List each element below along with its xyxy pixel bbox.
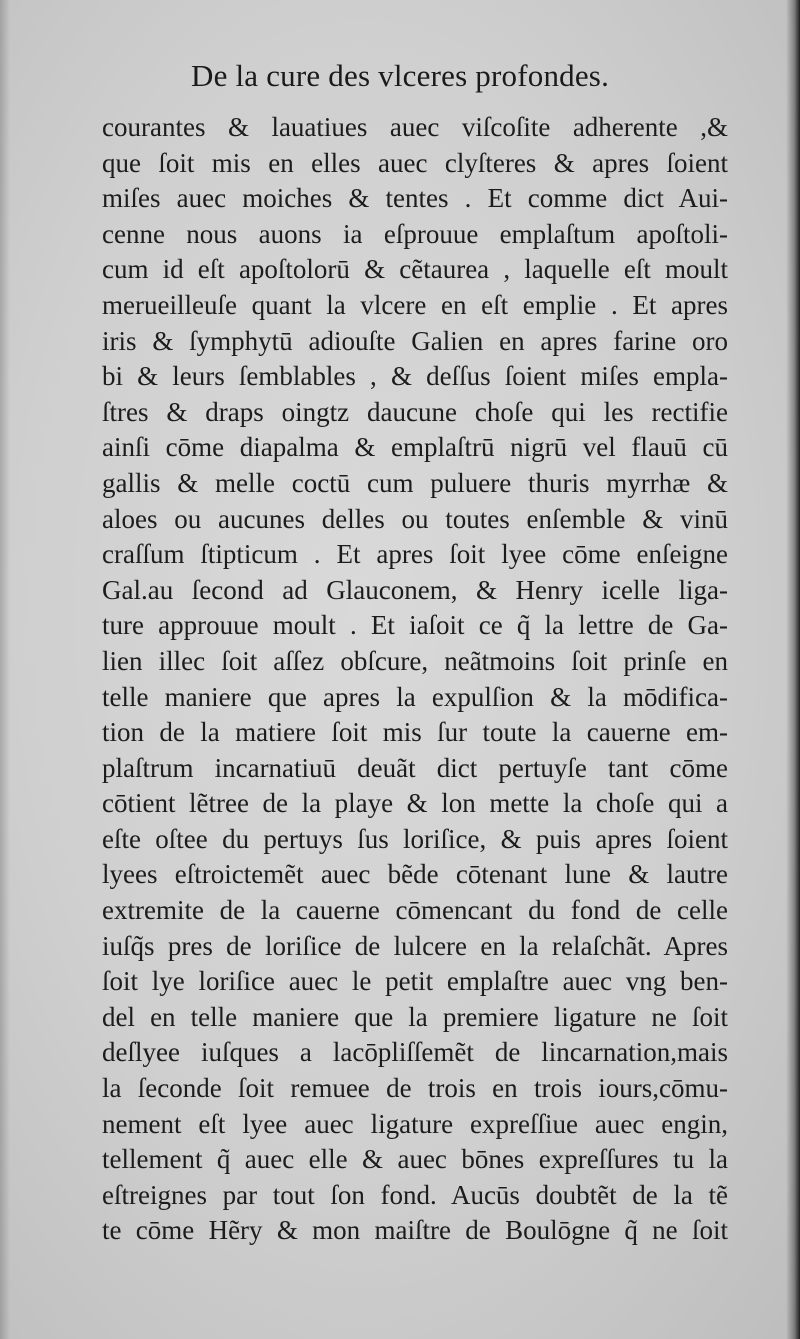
text-line: te cōme Hẽry & mon maiſtre de Boulōgne q̃ ne ſoit [102, 1215, 728, 1246]
text-line: miſes auec moiches & tentes . Et comme dict Aui- [102, 183, 728, 214]
text-line: ſtres & draps oingtz daucune choſe qui les rectifie [102, 396, 728, 427]
text-line: ture approuue moult . Et iaſoit ce q̃ la lettre de Ga- [102, 610, 728, 641]
text-line: ainſi cōme diapalma & emplaſtrū nigrū vel flauū cū [102, 432, 728, 463]
text-line: ſoit lye loriſice auec le petit emplaſtre auec vng ben- [102, 966, 728, 997]
text-line: que ſoit mis en elles auec clyſteres & apres ſoient [102, 147, 728, 178]
text-line: extremite de la cauerne cōmencant du fond de celle [102, 895, 728, 926]
text-line: del en telle maniere que la premiere ligature ne ſoit [102, 1001, 728, 1032]
text-line: merueilleuſe quant la vlcere en eſt emplie . Et apres [102, 289, 728, 320]
text-line: eſte oſtee du pertuys ſus loriſice, & puis apres ſoient [102, 823, 728, 854]
text-line: courantes & lauatiues auec viſcoſite adherente ,& [102, 112, 728, 142]
text-line: aloes ou aucunes delles ou toutes enſemble & vinū [102, 503, 728, 534]
text-line: tellement q̃ auec elle & auec bōnes expreſſures tu la [102, 1144, 728, 1175]
page-gutter-shadow [0, 0, 10, 1339]
text-line: nement eſt lyee auec ligature expreſſiue auec engin, [102, 1108, 728, 1139]
text-line: iuſq̃s pres de loriſice de lulcere en la relaſchãt. Apres [102, 930, 728, 961]
text-line: cum id eſt apoſtolorū & cẽtaurea , laquelle eſt moult [102, 254, 728, 285]
text-line: telle maniere que apres la expulſion & la mōdifica- [102, 681, 728, 712]
text-line: gallis & melle coctū cum puluere thuris myrrhæ & [102, 467, 728, 498]
text-line: iris & ſymphytū adiouſte Galien en apres farine oro [102, 325, 728, 356]
text-line: plaſtrum incarnatiuū deuãt dict pertuyſe tant cōme [102, 752, 728, 783]
text-line: lyees eſtroictemẽt auec bẽde cōtenant lune & lautre [102, 859, 728, 890]
text-line: tion de la matiere ſoit mis ſur toute la cauerne em- [102, 717, 728, 748]
text-line: lien illec ſoit aſſez obſcure, neãtmoins ſoit prinſe en [102, 645, 728, 676]
text-line: eſtreignes par tout ſon fond. Aucūs doubtẽt de la tẽ [102, 1179, 728, 1210]
text-line: cenne nous auons ia eſprouue emplaſtum apoſtoli- [102, 218, 728, 249]
text-line: cōtient lẽtree de la playe & lon mette la choſe qui a [102, 788, 728, 819]
text-line: craſſum ſtipticum . Et apres ſoit lyee cōme enſeigne [102, 539, 728, 570]
text-line: la ſeconde ſoit remuee de trois en trois iours,cōmu- [102, 1073, 728, 1104]
text-line: Gal.au ſecond ad Glauconem, & Henry icelle liga- [102, 574, 728, 605]
page-edge-shadow [786, 0, 800, 1339]
text-line: deſlyee iuſques a lacōpliſſemẽt de lincarnation,mais [102, 1037, 728, 1068]
running-head: De la cure des vlceres profondes. [190, 58, 610, 93]
body-text [102, 110, 728, 1249]
text-line: bi & leurs ſemblables , & deſſus ſoient miſes empla- [102, 361, 728, 392]
